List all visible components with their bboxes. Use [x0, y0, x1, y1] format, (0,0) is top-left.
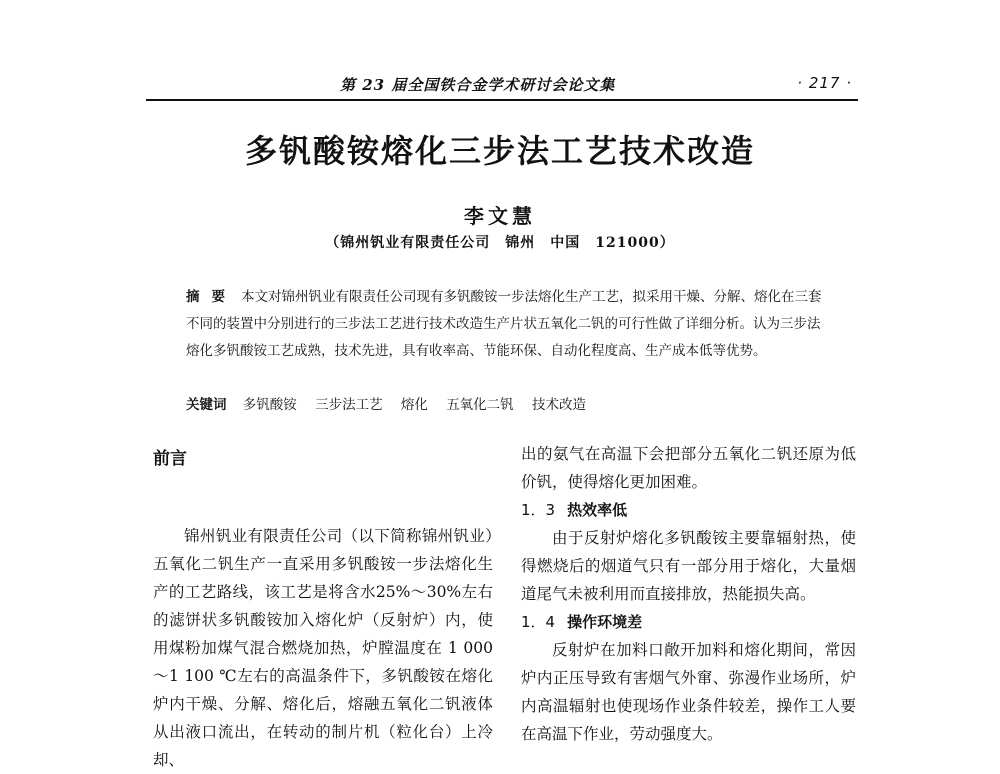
subsection-1-3-paragraph: 由于反射炉熔化多钒酸铵主要靠辐射热，使得燃烧后的烟道气只有一部分用于熔化，大量烟道尾气未被利用而直接排放，热能损失高。 — [521, 529, 856, 603]
keyword-item: 熔化 — [400, 397, 428, 413]
author-affiliation: （锦州钒业有限责任公司 锦州 中国 121000） — [325, 235, 675, 251]
abstract-label: 摘要 — [186, 289, 237, 305]
keywords — [186, 393, 826, 417]
subsection-heading-1-4 — [521, 608, 856, 636]
section-heading-preface: 前言 — [153, 449, 187, 469]
abstract — [186, 284, 826, 365]
right-column — [521, 440, 856, 748]
running-header — [150, 74, 856, 98]
keyword-item: 多钒酸铵 — [242, 397, 297, 413]
keyword-item: 三步法工艺 — [315, 397, 383, 413]
keyword-item: 五氧化二钒 — [446, 397, 514, 413]
subsection-title: 热效率低 — [567, 501, 628, 519]
subsection-number: 1．4 — [521, 613, 556, 631]
subsection-1-4-paragraph: 反射炉在加料口敞开加料和熔化期间，常因炉内正压导致有害烟气外窜、弥漫作业场所，炉内高温辐射也使现场作业条件较差，操作工人要在高温下作业，劳动强度大。 — [521, 641, 856, 743]
continued-paragraph: 出的氨气在高温下会把部分五氧化二钒还原为低价钒，使得熔化更加困难。 — [521, 445, 856, 491]
header-rule — [146, 99, 858, 101]
journal-title: 第 23 届全国铁合金学术研讨会论文集 — [340, 76, 616, 94]
subsection-number: 1．3 — [521, 501, 556, 519]
keywords-label: 关键词 — [186, 397, 227, 413]
article-author: 李文慧 — [464, 204, 536, 228]
page-number: · 217 · — [797, 74, 852, 92]
preface-paragraph: 锦州钒业有限责任公司（以下简称锦州钒业）五氧化二钒生产一直采用多钒酸铵一步法熔化生产的工艺路线，该工艺是将含水25%～30%左右的滤饼状多钒酸铵加入熔化炉（反射炉）内，使用煤粉加煤气混合燃烧加热，炉膛温度在 1 000～1 100 ℃左右的高温条件下，多钒酸铵在熔化炉内干燥、分解、熔化后，熔融五氧化二钒液体从出液口流出，在转动的制片机（粒化台）上冷却、 — [153, 527, 493, 769]
abstract-text: 本文对锦州钒业有限责任公司现有多钒酸铵一步法熔化生产工艺，拟采用干燥、分解、熔化在三套不同的装置中分别进行的三步法工艺进行技术改造生产片状五氧化二钒的可行性做了详细分析。认为三步法熔化多钒酸铵工艺成熟，技术先进，具有收率高、节能环保、自动化程度高、生产成本低等优势。 — [186, 289, 822, 359]
left-column — [153, 444, 493, 774]
article-title: 多钒酸铵熔化三步法工艺技术改造 — [244, 132, 755, 170]
keyword-item: 技术改造 — [531, 397, 586, 413]
subsection-heading-1-3 — [521, 496, 856, 524]
subsection-title: 操作环境差 — [567, 613, 643, 631]
